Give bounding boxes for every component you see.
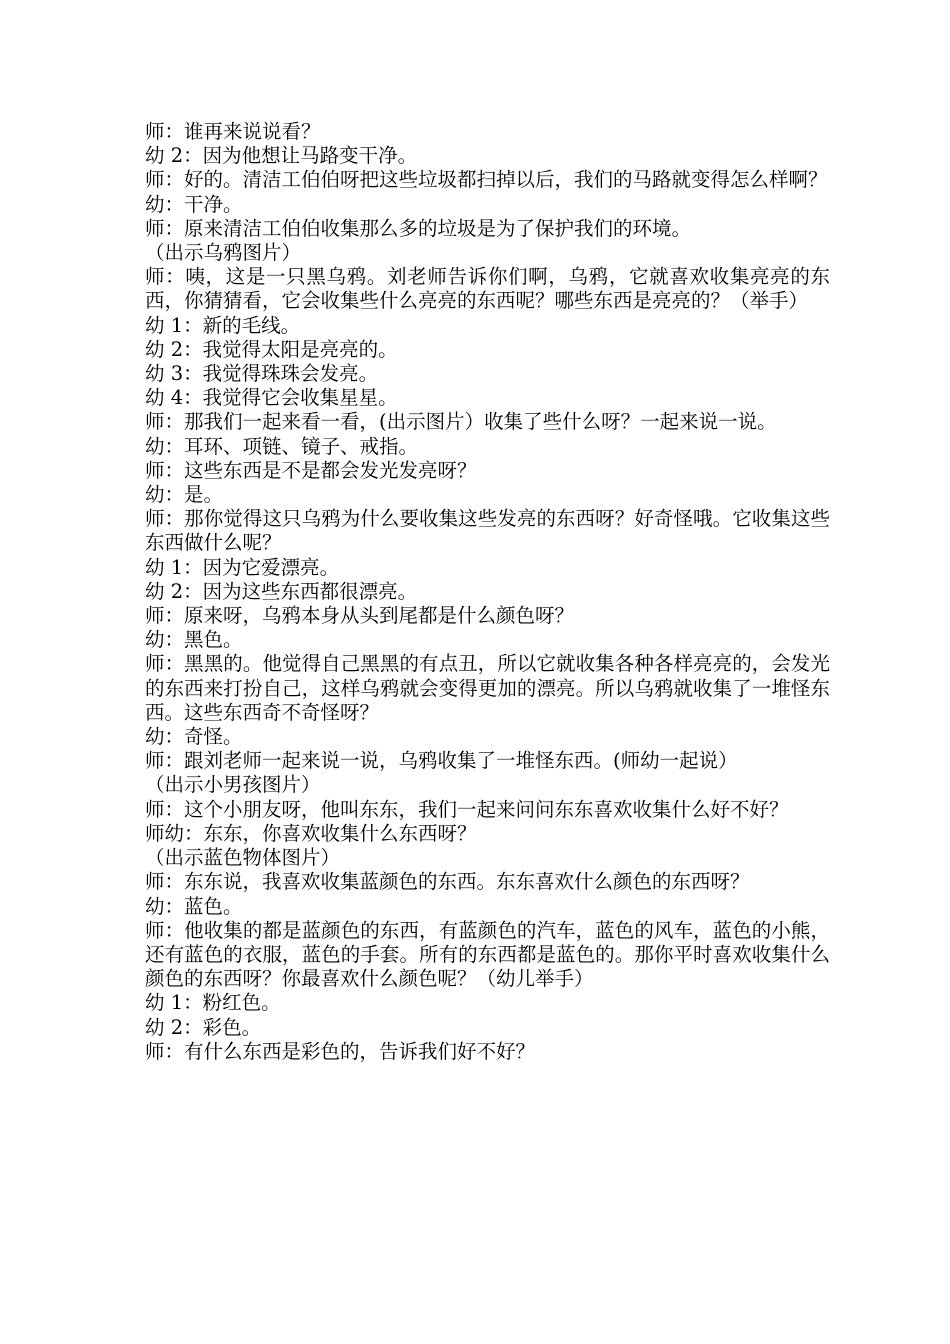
paragraph: 幼：蓝色。	[145, 894, 243, 918]
paragraph: 师：跟刘老师一起来说一说，乌鸦收集了一堆怪东西。(师幼一起说）	[145, 749, 738, 773]
paragraph: 幼：是。	[145, 483, 224, 507]
paragraph: （出示乌鸦图片）	[145, 241, 302, 265]
paragraph: 幼 2：我觉得太阳是亮亮的。	[145, 337, 398, 361]
paragraph: 幼 3：我觉得珠珠会发亮。	[145, 362, 379, 386]
paragraph: 师：那我们一起来看一看，(出示图片）收集了些什么呀？一起来说一说。	[145, 410, 777, 434]
paragraph: 师幼：东东，你喜欢收集什么东西呀？	[145, 821, 477, 845]
paragraph: 幼：黑色。	[145, 628, 243, 652]
paragraph: 师：有什么东西是彩色的，告诉我们好不好？	[145, 1039, 536, 1063]
paragraph: 师：那你觉得这只乌鸦为什么要收集这些发亮的东西呀？好奇怪哦。它收集这些东西做什么呢？	[145, 507, 830, 555]
paragraph: 幼 1：粉红色。	[145, 991, 281, 1015]
paragraph: （出示小男孩图片）	[145, 773, 321, 797]
paragraph: 师：原来呀，乌鸦本身从头到尾都是什么颜色呀？	[145, 604, 575, 628]
paragraph: 师：谁再来说说看？	[145, 120, 321, 143]
paragraph: （出示蓝色物体图片）	[145, 846, 341, 870]
paragraph: 师：他收集的都是蓝颜色的东西，有蓝颜色的汽车，蓝色的风车，蓝色的小熊，还有蓝色的衣服，蓝色的手套。所有的东西都是蓝色的。那你平时喜欢收集什么颜色的东西呀？你最喜欢什么颜色呢？（幼儿举手）	[145, 918, 830, 991]
paragraph: 幼：耳环、项链、镜子、戒指。	[145, 434, 419, 458]
paragraph: 师：这个小朋友呀，他叫东东，我们一起来问问东东喜欢收集什么好不好？	[145, 797, 789, 821]
document-page	[145, 120, 830, 1064]
paragraph: 幼 4：我觉得它会收集星星。	[145, 386, 398, 410]
paragraph: 师：东东说，我喜欢收集蓝颜色的东西。东东喜欢什么颜色的东西呀？	[145, 870, 750, 894]
paragraph: 幼：奇怪。	[145, 725, 243, 749]
paragraph: 幼 1：因为它爱漂亮。	[145, 555, 340, 579]
paragraph: 师：黑黑的。他觉得自己黑黑的有点丑，所以它就收集各种各样亮亮的，会发光的东西来打扮自己，这样乌鸦就会变得更加的漂亮。所以乌鸦就收集了一堆怪东西。这些东西奇不奇怪呀？	[145, 652, 830, 724]
paragraph: 幼 2：因为这些东西都很漂亮。	[145, 579, 418, 603]
paragraph: 师：好的。清洁工伯伯呀把这些垃圾都扫掉以后，我们的马路就变得怎么样啊？	[145, 168, 828, 192]
paragraph: 幼 2：彩色。	[145, 1015, 262, 1039]
paragraph: 幼：干净。	[145, 192, 243, 216]
paragraph: 师：原来清洁工伯伯收集那么多的垃圾是为了保护我们的环境。	[145, 216, 692, 240]
paragraph: 师：这些东西是不是都会发光发亮呀？	[145, 458, 477, 482]
paragraph: 师：咦，这是一只黑乌鸦。刘老师告诉你们啊，乌鸦，它就喜欢收集亮亮的东西，你猜猜看，它会收集些什么亮亮的东西呢？哪些东西是亮亮的？（举手）	[145, 265, 830, 313]
paragraph: 幼 2：因为他想让马路变干净。	[145, 144, 418, 168]
paragraph: 幼 1：新的毛线。	[145, 313, 301, 337]
